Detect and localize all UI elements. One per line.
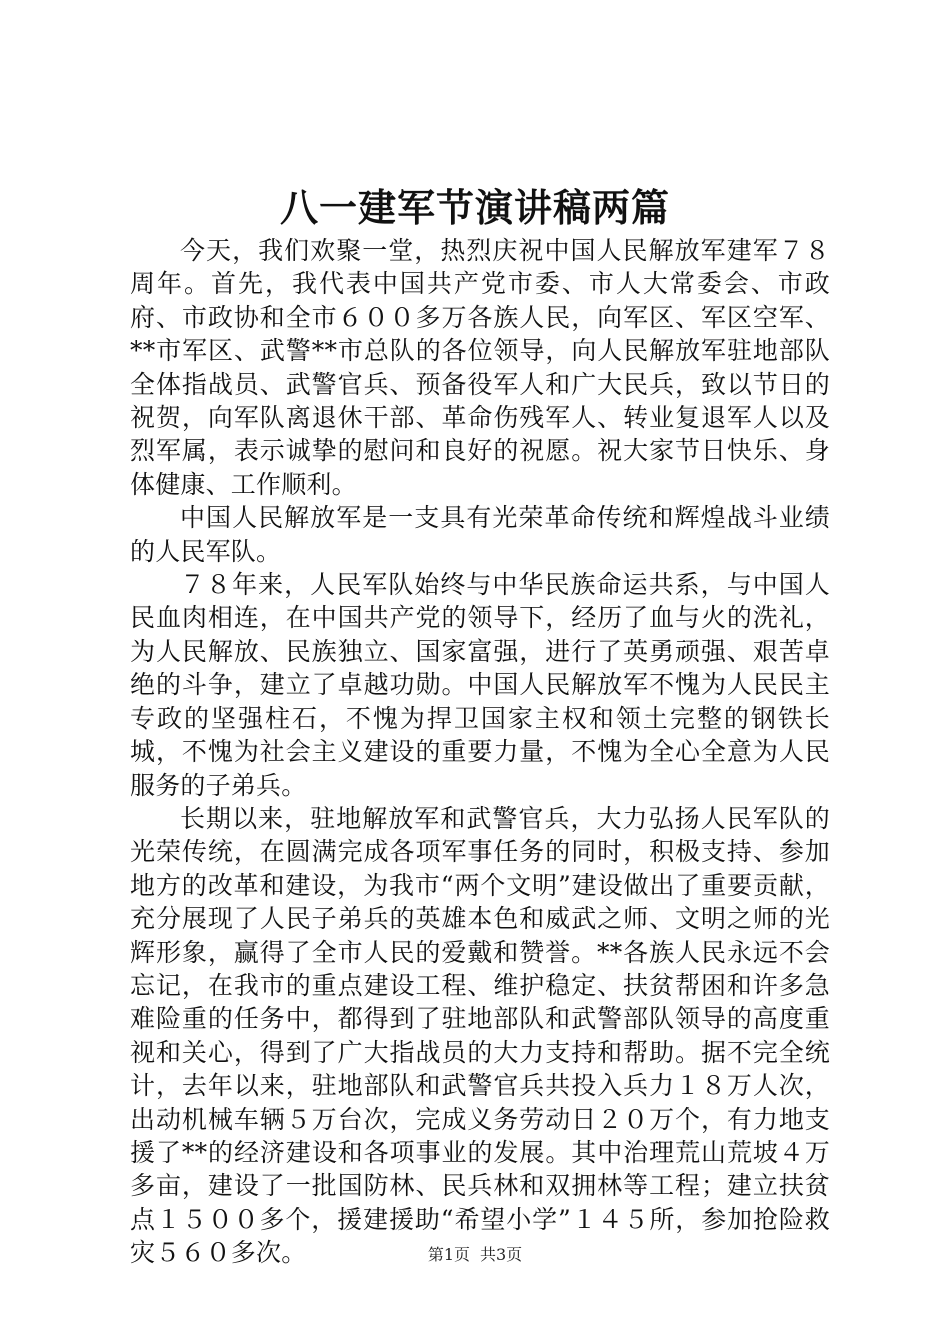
document-title: 八一建军节演讲稿两篇 <box>279 185 670 230</box>
page-total: 共3页 <box>480 1245 523 1264</box>
paragraph-contributions: 长期以来，驻地解放军和武警官兵，大力弘扬人民军队的光荣传统，在圆满完成各项军事任务的同时，积极支持、参加地方的改革和建设，为我市“两个文明”建设做出了重要贡献，充分展现了人民子弟兵的英雄本色和威武之师、文明之师的光辉形象，赢得了全市人民的爱戴和赞誉。**各族人民永远不会忘记，在我市的重点建设工程、维护稳定、扶贫帮困和许多急难险重的任务中，都得到了驻地部队和武警部队领导的高度重视和关心，得到了广大指战员的大力支持和帮助。据不完全统计，去年以来，驻地部队和武警官兵共投入兵力１８万人次，出动机械车辆５万台次，完成义务劳动日２０万个，有力地支援了**的经济建设和各项事业的发展。其中治理荒山荒坡４万多亩，建设了一批国防林、民兵林和双拥林等工程；建立扶贫点１５００多个，援建援助“希望小学”１４５所，参加抢险救灾５６０多次。 <box>130 803 830 1268</box>
paragraph-army-intro: 中国人民解放军是一支具有光荣革命传统和辉煌战斗业绩的人民军队。 <box>130 503 830 566</box>
page-number: 第1页 <box>427 1245 470 1264</box>
page-footer <box>0 1244 950 1266</box>
paragraph-greeting: 今天，我们欢聚一堂，热烈庆祝中国人民解放军建军７８周年。首先，我代表中国共产党市委、市人大常委会、市政府、市政协和全市６００多万各族人民，向军区、军区空军、**市军区、武警**市总队的各位领导，向人民解放军驻地部队全体指战员、武警官兵、预备役军人和广大民兵，致以节日的祝贺，向军队离退休干部、革命伤残军人、转业复退军人以及烈军属，表示诚挚的慰问和良好的祝愿。祝大家节日快乐、身体健康、工作顺利。 <box>130 236 830 499</box>
paragraph-history: ７８年来，人民军队始终与中华民族命运共系，与中国人民血肉相连，在中国共产党的领导下，经历了血与火的洗礼，为人民解放、民族独立、国家富强，进行了英勇顽强、艰苦卓绝的斗争，建立了卓越功勋。中国人民解放军不愧为人民民主专政的坚强柱石，不愧为捍卫国家主权和领土完整的钢铁长城，不愧为社会主义建设的重要力量，不愧为全心全意为人民服务的子弟兵。 <box>130 570 830 800</box>
document-body <box>130 234 830 1270</box>
